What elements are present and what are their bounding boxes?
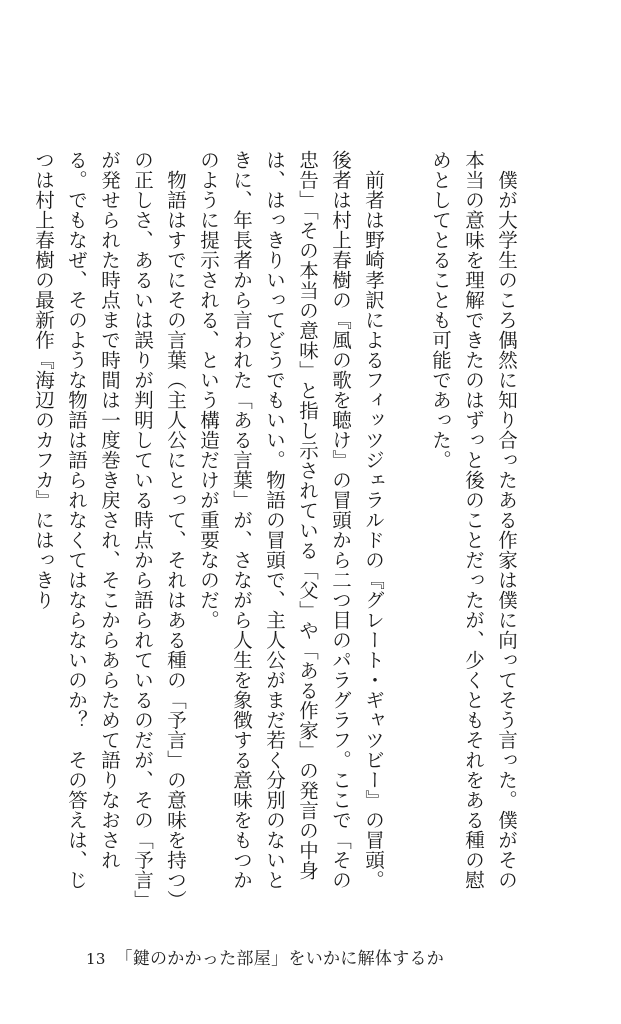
page-footer <box>86 944 444 969</box>
paragraph-1: 僕が大学生のころ偶然に知り合ったある作家は僕に向ってそう言った。僕がその本当の意味を理解できたのはずっと後のことだったが、少くともそれをある種の慰めとしてとることも可能であった。 <box>429 150 518 890</box>
paragraph-2: 前者は野崎孝訳によるフィッツジェラルドの『グレート・ギャツビー』の冒頭。後者は村上春樹の『風の歌を聴け』の冒頭から二つ目のパラグラフ。ここで「その忠告」「その本当の意味」と指し示されている「父」や「ある作家」の発言の中身は、はっきりいってどうでもいい。物語の冒頭で、主人公がまだ若く分別のないときに、年長者から言われた「ある言葉」が、さながら人生を象徴する意味をもつかのように提示される、という構造だけが重要なのだ。 <box>197 150 385 890</box>
page-number: 13 <box>86 950 106 968</box>
vertical-body-text <box>27 150 523 905</box>
paragraph-3: 物語はすでにその言葉（主人公にとって、それはある種の「予言」の意味を持つ）の正しさ、あるいは誤りが判明している時点から語られているのだが、その「予言」が発せられた時点まで時間は一度巻き戻され、そこからあらためて語りなおされる。でもなぜ、そのような物語は語られなくてはならないのか？ その答えは、じつは村上春樹の最新作『海辺のカフカ』にはっきり <box>32 150 187 901</box>
paragraph-gap <box>390 150 424 151</box>
running-title: 「鍵のかかった部屋」をいかに解体するか <box>115 949 445 969</box>
